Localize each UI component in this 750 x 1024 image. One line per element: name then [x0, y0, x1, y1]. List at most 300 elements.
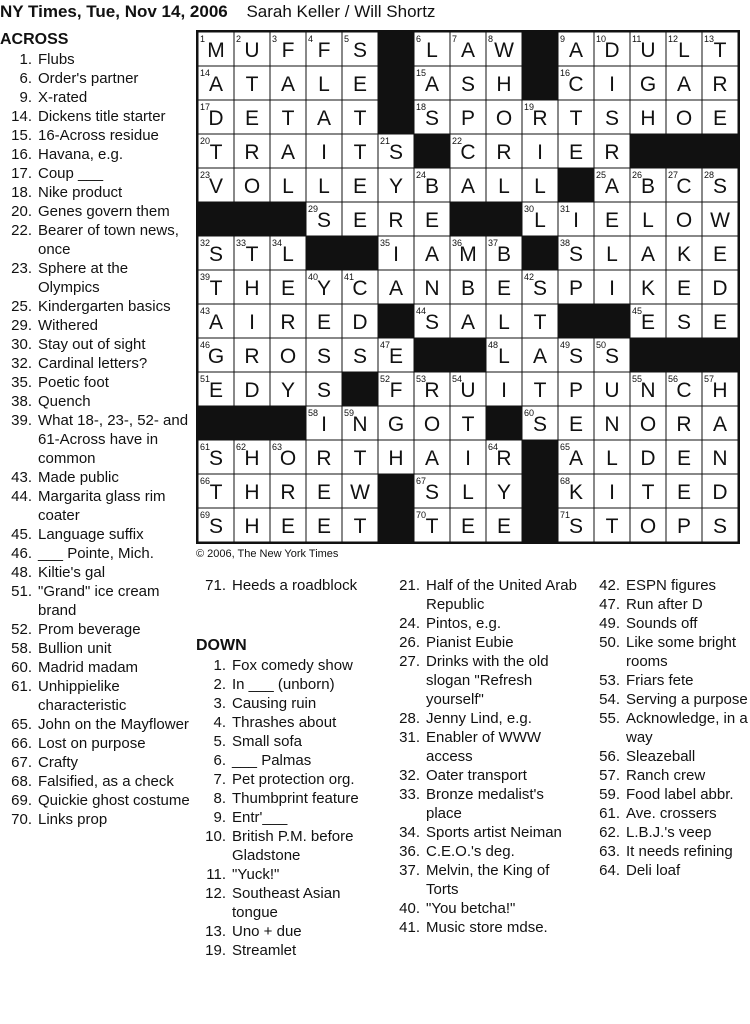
cell-letter: L	[498, 311, 510, 334]
clue-text: Language suffix	[38, 526, 144, 543]
clue-item	[390, 918, 580, 937]
clue-text: 16-Across residue	[38, 127, 159, 144]
across-clues-continued	[196, 576, 376, 595]
cell-number: 8	[488, 34, 494, 44]
cell-letter: A	[712, 413, 728, 436]
cell-number: 46	[200, 340, 211, 350]
clue-text: Sounds off	[626, 615, 698, 632]
black-square	[378, 304, 414, 338]
clue-number: 13.	[205, 923, 226, 940]
cell-letter: I	[393, 243, 399, 266]
clue-item	[0, 620, 192, 639]
clue-number: 10.	[205, 828, 226, 845]
cell-letter: S	[424, 481, 440, 504]
clue-item	[590, 614, 750, 633]
across-clue-list-continued	[196, 576, 376, 595]
clue-number: 9.	[213, 809, 226, 826]
cell-letter: E	[568, 413, 584, 436]
cell-letter: L	[318, 73, 330, 96]
black-square	[306, 236, 342, 270]
cell-letter: H	[388, 447, 404, 470]
black-square	[270, 202, 306, 236]
clue-item	[0, 335, 192, 354]
cell-letter: T	[209, 141, 223, 164]
across-clues	[0, 30, 192, 829]
cell-letter: Y	[280, 379, 296, 402]
cell-letter: B	[424, 175, 440, 198]
black-square	[558, 168, 594, 202]
clue-number: 5.	[213, 733, 226, 750]
cell-number: 60	[524, 408, 535, 418]
clue-number: 18.	[11, 184, 32, 201]
cell-letter: N	[712, 447, 728, 470]
clue-item	[0, 88, 192, 107]
cell-letter: I	[609, 277, 615, 300]
clue-text: Links prop	[38, 811, 108, 828]
cell-letter: S	[424, 107, 440, 130]
cell-letter: I	[609, 73, 615, 96]
cell-letter: E	[316, 311, 332, 334]
clue-number: 61.	[11, 678, 32, 695]
down-clue-list-3	[590, 576, 750, 880]
cell-letter: S	[568, 345, 584, 368]
clue-number: 50.	[599, 634, 620, 651]
cell-letter: S	[532, 413, 548, 436]
cell-letter: S	[316, 379, 332, 402]
clue-text: In ___ (unborn)	[232, 676, 335, 693]
black-square	[522, 236, 558, 270]
cell-number: 22	[452, 136, 463, 146]
clue-text: "Yuck!"	[232, 866, 280, 883]
black-square	[378, 474, 414, 508]
cell-letter: R	[244, 345, 260, 368]
cell-number: 43	[200, 306, 211, 316]
cell-letter: S	[316, 345, 332, 368]
cell-letter: T	[209, 277, 223, 300]
black-square	[522, 440, 558, 474]
clue-text: Run after D	[626, 596, 703, 613]
cell-letter: D	[712, 277, 728, 300]
clue-number: 64.	[599, 862, 620, 879]
black-square	[702, 338, 738, 372]
cell-letter: W	[350, 481, 370, 504]
clue-text: Friars fete	[626, 672, 694, 689]
puzzle-authors: Sarah Keller / Will Shortz	[246, 2, 436, 21]
cell-letter: S	[676, 311, 692, 334]
cell-letter: E	[676, 277, 692, 300]
cell-letter: U	[604, 379, 620, 402]
clue-item	[390, 823, 580, 842]
crossword-grid	[196, 30, 740, 544]
clue-text: Crafty	[38, 754, 79, 771]
clue-item	[0, 316, 192, 335]
puzzle-date: NY Times, Tue, Nov 14, 2006	[0, 2, 228, 21]
cell-letter: Y	[496, 481, 512, 504]
cell-letter: I	[321, 141, 327, 164]
cell-letter: A	[460, 39, 476, 62]
clue-number: 46.	[11, 545, 32, 562]
clue-number: 15.	[11, 127, 32, 144]
cell-number: 44	[416, 306, 427, 316]
across-heading: ACROSS	[0, 31, 69, 48]
cell-letter: C	[460, 141, 476, 164]
cell-letter: S	[424, 311, 440, 334]
clue-number: 20.	[11, 203, 32, 220]
cell-number: 4	[308, 34, 314, 44]
down-clues-2	[390, 576, 580, 937]
clue-text: It needs refining	[626, 843, 733, 860]
black-square	[558, 304, 594, 338]
cell-number: 37	[488, 238, 499, 248]
cell-letter: E	[352, 73, 368, 96]
cell-number: 59	[344, 408, 355, 418]
clue-text: Entr'___	[232, 809, 288, 826]
cell-letter: E	[244, 107, 260, 130]
cell-letter: T	[353, 141, 367, 164]
cell-letter: M	[459, 243, 477, 266]
clue-number: 25.	[11, 298, 32, 315]
cell-letter: N	[424, 277, 440, 300]
clue-number: 49.	[599, 615, 620, 632]
clue-item	[196, 789, 376, 808]
cell-letter: A	[568, 447, 584, 470]
clue-number: 37.	[399, 862, 420, 879]
clue-item	[196, 751, 376, 770]
clue-text: Drinks with the old slogan "Refresh yourself"	[426, 653, 549, 708]
clue-item	[0, 791, 192, 810]
clue-text: Ranch crew	[626, 767, 706, 784]
clue-item	[390, 652, 580, 709]
clue-number: 45.	[11, 526, 32, 543]
cell-number: 54	[452, 374, 463, 384]
cell-number: 51	[200, 374, 211, 384]
cell-number: 13	[704, 34, 715, 44]
clue-text: Kindergarten basics	[38, 298, 171, 315]
cell-letter: E	[568, 141, 584, 164]
clue-text: Prom beverage	[38, 621, 141, 638]
cell-letter: F	[317, 39, 331, 62]
clue-text: Stay out of sight	[38, 336, 146, 353]
cell-letter: R	[496, 447, 512, 470]
cell-letter: W	[710, 209, 730, 232]
clue-item	[0, 164, 192, 183]
clue-item	[196, 576, 376, 595]
clue-text: Music store mdse.	[426, 919, 548, 936]
cell-number: 69	[200, 510, 211, 520]
clue-number: 32.	[11, 355, 32, 372]
cell-number: 9	[560, 34, 566, 44]
clue-item	[0, 639, 192, 658]
cell-number: 38	[560, 238, 571, 248]
cell-number: 1	[200, 34, 206, 44]
clue-number: 9.	[19, 89, 32, 106]
cell-letter: A	[280, 73, 296, 96]
cell-letter: P	[676, 515, 692, 538]
clue-item	[590, 842, 750, 861]
clue-text: Pintos, e.g.	[426, 615, 502, 632]
clue-text: "Grand" ice cream brand	[38, 583, 160, 619]
puzzle-header	[0, 2, 750, 26]
clue-item	[0, 525, 192, 544]
clue-text: Ave. crossers	[626, 805, 717, 822]
clue-text: L.B.J.'s veep	[626, 824, 712, 841]
clue-item	[0, 677, 192, 715]
clue-item	[196, 694, 376, 713]
black-square	[630, 134, 666, 168]
clue-text: Streamlet	[232, 942, 297, 959]
cell-letter: H	[712, 379, 728, 402]
cell-number: 35	[380, 238, 391, 248]
black-square	[486, 202, 522, 236]
clue-number: 16.	[11, 146, 32, 163]
clue-text: Made public	[38, 469, 119, 486]
cell-letter: E	[316, 515, 332, 538]
clue-item	[0, 373, 192, 392]
clue-item	[196, 941, 376, 960]
clue-number: 12.	[205, 885, 226, 902]
cell-letter: D	[712, 481, 728, 504]
copyright: © 2006, The New York Times	[196, 548, 339, 560]
clue-number: 59.	[599, 786, 620, 803]
clue-item	[0, 658, 192, 677]
clue-number: 56.	[599, 748, 620, 765]
cell-letter: E	[352, 209, 368, 232]
cell-letter: A	[532, 345, 548, 368]
clue-text: Genes govern them	[38, 203, 170, 220]
clue-item	[590, 690, 750, 709]
cell-letter: O	[423, 413, 441, 436]
cell-letter: I	[609, 481, 615, 504]
clue-text: Bullion unit	[38, 640, 112, 657]
cell-letter: T	[533, 311, 547, 334]
clue-item	[196, 884, 376, 922]
clue-number: 34.	[399, 824, 420, 841]
cell-letter: R	[316, 447, 332, 470]
cell-letter: E	[208, 379, 224, 402]
clue-text: Nike product	[38, 184, 123, 201]
cell-letter: A	[568, 39, 584, 62]
clue-text: Like some bright rooms	[626, 634, 737, 670]
clue-text: C.E.O.'s deg.	[426, 843, 515, 860]
cell-letter: U	[460, 379, 476, 402]
cell-letter: T	[461, 413, 475, 436]
cell-letter: A	[424, 447, 440, 470]
clue-text: Order's partner	[38, 70, 139, 87]
clue-number: 21.	[399, 577, 420, 594]
clue-number: 14.	[11, 108, 32, 125]
cell-number: 45	[632, 306, 643, 316]
cell-letter: A	[424, 243, 440, 266]
cell-letter: P	[460, 107, 476, 130]
cell-letter: R	[424, 379, 440, 402]
cell-letter: O	[243, 175, 261, 198]
black-square	[594, 304, 630, 338]
cell-number: 65	[560, 442, 571, 452]
cell-number: 34	[272, 238, 283, 248]
clue-text: Withered	[38, 317, 99, 334]
cell-letter: R	[280, 311, 296, 334]
clue-text: Dickens title starter	[38, 108, 166, 125]
cell-letter: O	[675, 209, 693, 232]
clue-item	[0, 753, 192, 772]
clue-number: 28.	[399, 710, 420, 727]
cell-letter: I	[465, 447, 471, 470]
cell-letter: A	[280, 141, 296, 164]
clue-number: 26.	[399, 634, 420, 651]
cell-letter: G	[207, 345, 225, 368]
clue-text: Pianist Eubie	[426, 634, 514, 651]
cell-letter: O	[675, 107, 693, 130]
clue-number: 8.	[213, 790, 226, 807]
cell-number: 50	[596, 340, 607, 350]
cell-letter: Y	[388, 175, 404, 198]
clue-item	[196, 713, 376, 732]
cell-number: 64	[488, 442, 499, 452]
cell-letter: H	[244, 481, 260, 504]
black-square	[234, 202, 270, 236]
cell-number: 30	[524, 204, 535, 214]
cell-letter: E	[712, 311, 728, 334]
clue-text: Melvin, the King of Torts	[426, 862, 550, 898]
cell-letter: S	[388, 141, 404, 164]
cell-number: 47	[380, 340, 391, 350]
cell-number: 6	[416, 34, 422, 44]
cell-letter: S	[208, 447, 224, 470]
clue-number: 38.	[11, 393, 32, 410]
cell-letter: I	[321, 413, 327, 436]
cell-number: 27	[668, 170, 679, 180]
cell-number: 3	[272, 34, 278, 44]
cell-letter: L	[606, 447, 618, 470]
clue-number: 40.	[399, 900, 420, 917]
cell-letter: E	[676, 447, 692, 470]
cell-number: 68	[560, 476, 571, 486]
cell-letter: S	[208, 515, 224, 538]
cell-number: 31	[560, 204, 571, 214]
clue-text: ___ Pointe, Mich.	[38, 545, 154, 562]
cell-number: 70	[416, 510, 427, 520]
cell-letter: B	[460, 277, 476, 300]
clue-text: Sleazeball	[626, 748, 696, 765]
cell-letter: S	[604, 107, 620, 130]
black-square	[666, 134, 702, 168]
cell-letter: R	[712, 73, 728, 96]
clue-item	[196, 656, 376, 675]
cell-letter: E	[280, 277, 296, 300]
clue-text: Bearer of town news, once	[38, 222, 179, 258]
clue-number: 41.	[399, 919, 420, 936]
clue-text: What 18-, 23-, 52- and 61-Across have in common	[38, 412, 189, 467]
clue-number: 36.	[399, 843, 420, 860]
black-square	[378, 32, 414, 66]
clue-item	[390, 633, 580, 652]
clue-item	[0, 810, 192, 829]
black-square	[666, 338, 702, 372]
clue-number: 33.	[399, 786, 420, 803]
clue-number: 67.	[11, 754, 32, 771]
clue-number: 62.	[599, 824, 620, 841]
cell-number: 41	[344, 272, 355, 282]
cell-letter: A	[316, 107, 332, 130]
cell-letter: R	[532, 107, 548, 130]
cell-letter: T	[569, 107, 583, 130]
down-clues	[196, 636, 376, 960]
clue-item	[196, 770, 376, 789]
clue-number: 68.	[11, 773, 32, 790]
clue-text: Sphere at the Olympics	[38, 260, 129, 296]
cell-letter: A	[604, 175, 620, 198]
cell-letter: A	[388, 277, 404, 300]
cell-letter: S	[604, 345, 620, 368]
clue-item	[196, 827, 376, 865]
cell-letter: M	[207, 39, 225, 62]
cell-letter: I	[249, 311, 255, 334]
cell-letter: E	[280, 515, 296, 538]
clue-number: 47.	[599, 596, 620, 613]
clue-text: Serving a purpose	[626, 691, 748, 708]
clue-item	[390, 728, 580, 766]
black-square	[378, 100, 414, 134]
clue-number: 4.	[213, 714, 226, 731]
cell-letter: R	[388, 209, 404, 232]
clue-item	[390, 766, 580, 785]
cell-letter: C	[676, 175, 692, 198]
black-square	[342, 372, 378, 406]
clue-text: Coup ___	[38, 165, 104, 182]
cell-letter: A	[208, 73, 224, 96]
cell-letter: S	[460, 73, 476, 96]
clue-text: Pet protection org.	[232, 771, 355, 788]
cell-letter: C	[352, 277, 368, 300]
clue-item	[0, 411, 192, 468]
clue-number: 35.	[11, 374, 32, 391]
clue-text: Cardinal letters?	[38, 355, 148, 372]
clue-text: Causing ruin	[232, 695, 317, 712]
clue-number: 66.	[11, 735, 32, 752]
clue-item	[390, 785, 580, 823]
clue-text: Havana, e.g.	[38, 146, 124, 163]
clue-text: British P.M. before Gladstone	[232, 828, 354, 864]
cell-letter: K	[640, 277, 656, 300]
cell-letter: T	[713, 39, 727, 62]
cell-letter: S	[568, 515, 584, 538]
clue-item	[0, 772, 192, 791]
cell-number: 39	[200, 272, 211, 282]
cell-letter: D	[208, 107, 224, 130]
clue-text: ___ Palmas	[232, 752, 312, 769]
clue-number: 43.	[11, 469, 32, 486]
clue-text: Food label abbr.	[626, 786, 734, 803]
cell-letter: L	[606, 243, 618, 266]
black-square	[198, 406, 234, 440]
cell-letter: S	[352, 345, 368, 368]
cell-letter: O	[495, 107, 513, 130]
cell-letter: T	[353, 107, 367, 130]
cell-letter: A	[424, 73, 440, 96]
clue-text: Half of the United Arab Republic	[426, 577, 577, 613]
cell-letter: E	[316, 481, 332, 504]
clue-item	[0, 734, 192, 753]
clue-number: 6.	[213, 752, 226, 769]
black-square	[450, 338, 486, 372]
cell-letter: L	[282, 175, 294, 198]
clue-number: 6.	[19, 70, 32, 87]
cell-number: 10	[596, 34, 607, 44]
clue-number: 61.	[599, 805, 620, 822]
cell-letter: W	[494, 39, 514, 62]
black-square	[630, 338, 666, 372]
clue-item	[390, 614, 580, 633]
